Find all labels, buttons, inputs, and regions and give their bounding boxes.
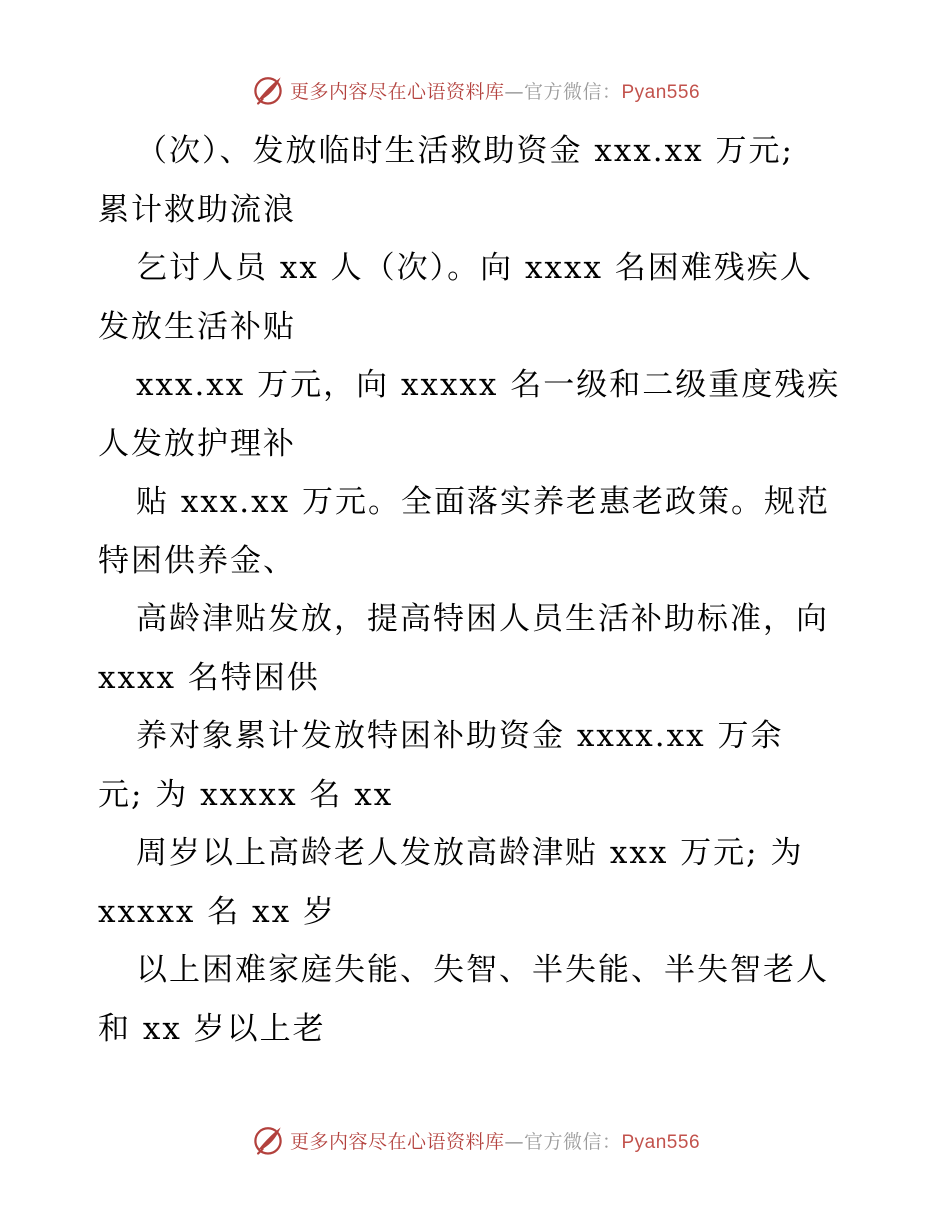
header-watermark-inner xyxy=(250,72,700,108)
document-body xyxy=(98,122,858,1058)
body-line-13: 周岁以上高龄老人发放高龄津贴 xxx 万元; 为 xyxy=(136,835,804,871)
header-wechat-id: Pyan556 xyxy=(621,81,701,103)
header-watermark xyxy=(0,70,950,110)
header-separator: — xyxy=(504,80,524,103)
body-line-7: 贴 xxx.xx 万元。全面落实养老惠老政策。规范 xyxy=(136,484,830,520)
footer-wechat-label: 官方微信： xyxy=(523,1130,622,1153)
footer-watermark-text xyxy=(290,1127,700,1154)
body-line-5: xxx.xx 万元，向 xxxxx 名一级和二级重度残疾 xyxy=(136,367,841,403)
footer-watermark xyxy=(0,1120,950,1160)
quill-pen-icon xyxy=(250,72,286,108)
header-watermark-text xyxy=(290,77,700,104)
body-line-14: xxxxx 名 xx 岁 xyxy=(98,893,336,930)
body-line-9: 高龄津贴发放，提高特困人员生活补助标准，向 xyxy=(136,601,829,637)
body-line-3: 乞讨人员 xx 人（次）。向 xxxx 名困难残疾人 xyxy=(136,250,813,286)
body-line-15: 以上困难家庭失能、失智、半失能、半失智老人 xyxy=(136,952,829,988)
footer-watermark-inner xyxy=(250,1122,700,1158)
body-line-10: xxxx 名特困供 xyxy=(98,659,320,696)
body-line-8: 特困供养金、 xyxy=(98,542,296,579)
body-line-12: 元; 为 xxxxx 名 xx xyxy=(98,776,394,813)
body-line-2: 累计救助流浪 xyxy=(98,191,296,228)
body-line-11: 养对象累计发放特困补助资金 xxxx.xx 万余 xyxy=(136,718,784,754)
header-wechat-label: 官方微信： xyxy=(523,80,622,103)
body-line-4: 发放生活补贴 xyxy=(98,308,296,345)
footer-separator: — xyxy=(504,1130,524,1153)
footer-wechat-id: Pyan556 xyxy=(621,1131,701,1153)
header-brand-text: 更多内容尽在心语资料库 xyxy=(289,80,505,103)
quill-pen-icon xyxy=(250,1122,286,1158)
footer-brand-text: 更多内容尽在心语资料库 xyxy=(289,1130,505,1153)
body-line-16: 和 xx 岁以上老 xyxy=(98,1010,326,1047)
body-line-1: （次）、发放临时生活救助资金 xxx.xx 万元; xyxy=(136,133,794,169)
body-line-6: 人发放护理补 xyxy=(98,425,296,462)
